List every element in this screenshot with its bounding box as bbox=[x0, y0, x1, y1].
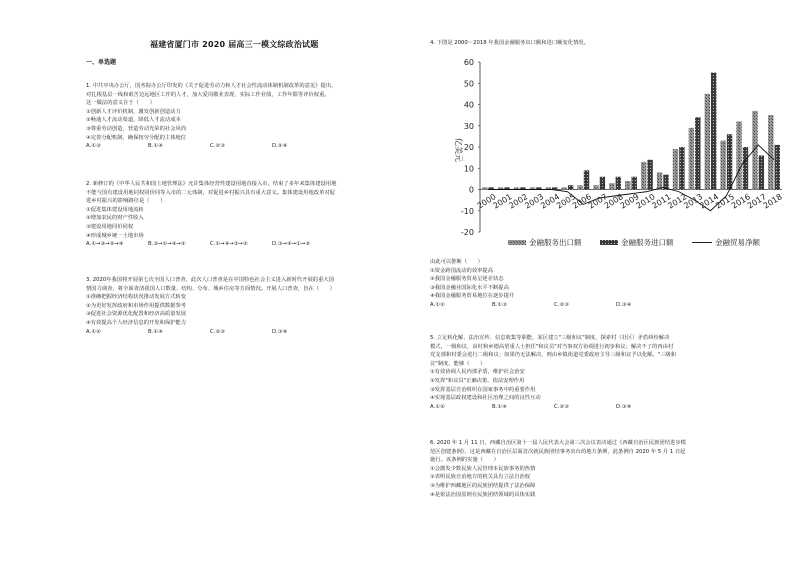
q5-line: ③发挥基层自治组织在国家事务中的重要作用 bbox=[430, 386, 536, 393]
q5-line: ②发挥"和议员"正确决策、依法安理作用 bbox=[430, 377, 525, 384]
bar-export bbox=[577, 185, 582, 189]
bar-import bbox=[679, 147, 684, 190]
q3-line: ③促进社会资源优化配置和经济高质量发展 bbox=[86, 311, 187, 318]
y-axis-label: 亿美元 bbox=[454, 138, 463, 162]
y-tick-label: 30 bbox=[463, 121, 474, 131]
q1-line: ④完善分配机制，确保按劳分配的主体地位 bbox=[86, 134, 187, 141]
q4-options bbox=[430, 301, 678, 310]
y-tick-label: -20 bbox=[460, 228, 474, 237]
bar-import bbox=[647, 160, 652, 190]
question-4-body bbox=[430, 258, 678, 310]
y-tick-label: 50 bbox=[463, 79, 474, 89]
q5-option-a[interactable]: A.①② bbox=[430, 403, 445, 410]
q6-line: 范区创建条例》，这是西藏在自治区层面首次就民族团结事务出台的地方条例，此条例自 2020 年 5 月 1 日起 bbox=[430, 448, 686, 455]
q4-line: ③我国金融业国际化水平不断提高 bbox=[430, 284, 509, 291]
q5-line: ①有效协调人民内部矛盾，维护社会治安 bbox=[430, 369, 525, 376]
bar-export bbox=[673, 149, 678, 189]
q3-option-b[interactable]: B.①④ bbox=[148, 328, 163, 335]
q6-line: ②表明民族自治地方的机关具有立法自治权 bbox=[430, 474, 531, 481]
question-2 bbox=[86, 180, 336, 249]
x-tick-label: 2006 bbox=[570, 192, 594, 211]
q5-option-b[interactable]: B.①④ bbox=[492, 403, 507, 410]
q2-line: ①促进集体建设用地流转 bbox=[86, 206, 144, 213]
question-5 bbox=[430, 334, 678, 411]
q4-intro: 4. 下图是 2000～2018 年我国金融服务出口额和进口额变化情况。 bbox=[430, 40, 589, 46]
q4-line: ②我国金融服务贸易呈逆差状态 bbox=[430, 276, 504, 283]
bar-export bbox=[593, 185, 598, 189]
x-tick-label: 2004 bbox=[539, 192, 562, 211]
bar-import bbox=[632, 177, 637, 190]
bar-export bbox=[720, 141, 725, 190]
question-3 bbox=[86, 276, 335, 336]
legend-import: 金融服务进口额 bbox=[621, 238, 674, 247]
question-4-intro bbox=[430, 39, 589, 48]
q1-line: ①创新人才评价机制，激发创新创造活力 bbox=[86, 108, 181, 115]
q1-line: 1. 中共中央办公厅，国务院办公厅印发的《关于促进劳动力和人才社会性流动体制机制改革的意见》提出， bbox=[86, 83, 337, 89]
x-tick-label: 2014 bbox=[698, 192, 721, 211]
x-tick-label: 2001 bbox=[491, 192, 514, 211]
q4-line: ①资金跨国流动的效率提高 bbox=[430, 267, 494, 274]
x-tick-label: 2015 bbox=[714, 192, 737, 211]
q6-line: ③为维护西藏地区的民族团结提供了法治保障 bbox=[430, 482, 536, 489]
q4-option-c[interactable]: C.②③ bbox=[554, 301, 569, 308]
bar-export bbox=[657, 173, 662, 190]
q1-option-a[interactable]: A.①③ bbox=[86, 143, 101, 150]
legend-export: 金融服务出口额 bbox=[529, 238, 582, 247]
section-heading: 一、单选题 bbox=[86, 59, 117, 66]
q1-option-d[interactable]: D.②④ bbox=[272, 143, 288, 150]
q4-line: ④我国金融服务贸易地位在逐步提升 bbox=[430, 293, 515, 300]
y-tick-label: 10 bbox=[463, 164, 474, 174]
x-tick-label: 2002 bbox=[507, 192, 530, 211]
q3-options bbox=[86, 328, 335, 337]
bar-export bbox=[609, 183, 614, 189]
q4-option-a[interactable]: A.①② bbox=[430, 301, 445, 308]
q5-option-c[interactable]: C.②③ bbox=[554, 403, 569, 410]
bar-export bbox=[705, 94, 710, 190]
q1-line: 这一做法的意义在于（ ） bbox=[86, 100, 155, 107]
q5-line: 5. 立足转化解、法治宣传、信息收集等职能，某区建立"三级和议"制度，探索村（社区）矛盾纠纷解决 bbox=[430, 335, 670, 341]
q5-options bbox=[430, 403, 678, 412]
q2-line: 进乡村振兴的影响路径是（ ） bbox=[86, 198, 166, 205]
q1-line: 对扎根基层一线和艰苦边远地区工作的人才，加大爱岗敬业表现、实际工作业绩，工作年限等评价权重。 bbox=[86, 91, 330, 98]
x-tick-label: 2007 bbox=[586, 192, 609, 211]
q5-line: 模式，一级和议，由村和乡德高望重人士担任"和议员"对当事双方协调进行初步和议；解决不了的再由村 bbox=[430, 343, 674, 350]
bar-import bbox=[759, 156, 764, 190]
finance-service-chart bbox=[430, 50, 790, 255]
bar-import bbox=[552, 187, 557, 189]
q5-option-d[interactable]: D.③④ bbox=[616, 403, 632, 410]
x-tick-label: 2003 bbox=[523, 192, 546, 211]
x-tick-label: 2016 bbox=[729, 192, 752, 211]
q2-options bbox=[86, 240, 336, 249]
q3-line: ④有效提高个人经济信息的开发和保护能力 bbox=[86, 319, 187, 326]
x-tick-label: 2008 bbox=[602, 192, 625, 211]
q4-option-d[interactable]: D.③④ bbox=[616, 301, 632, 308]
q1-line: ②畅通人才流动渠道，降低人才流动成本 bbox=[86, 117, 181, 124]
q2-line: 不能与国有建设用地同权同价同等入市的二元体制，对促进乡村振兴具有重大意义。集体建设用地改革对促 bbox=[86, 189, 335, 196]
q2-line: ③建设用地同价同权 bbox=[86, 223, 134, 230]
q1-option-b[interactable]: B.①④ bbox=[148, 143, 163, 150]
q6-line: 施行。该条例的实施（ ） bbox=[430, 457, 499, 464]
q3-option-d[interactable]: D.③④ bbox=[272, 328, 288, 335]
y-tick-label: 60 bbox=[463, 58, 474, 67]
q5-line: ④实现基层政权建设和社区治理之间的良性互动 bbox=[430, 395, 541, 402]
bar-export bbox=[736, 122, 741, 190]
x-tick-label: 2009 bbox=[618, 192, 641, 211]
bar-export bbox=[482, 187, 487, 189]
bar-import bbox=[711, 73, 716, 190]
legend-net: 金融贸易净额 bbox=[715, 238, 760, 247]
x-tick-label: 2010 bbox=[634, 192, 657, 211]
q2-option-d[interactable]: D.③→④→①→② bbox=[272, 241, 311, 248]
q6-line: 6. 2020 年 1 月 11 日，西藏自治区第十一届人民代表大会第三次会议表决通过《西藏自治区民族团结进步模 bbox=[430, 440, 686, 446]
bar-import bbox=[600, 177, 605, 190]
y-tick-label: -10 bbox=[460, 206, 474, 216]
q2-option-c[interactable]: C.①→④→③→② bbox=[210, 241, 248, 248]
q2-option-a[interactable]: A.①→③→②→④ bbox=[86, 241, 124, 248]
q3-line: 情国力调查，将全面查清我国人口数量、结构、分布、城乡住房等方面情况。开展人口普查，旨在（ ） bbox=[86, 285, 335, 292]
q2-option-b[interactable]: B.③→①→④→② bbox=[148, 241, 186, 248]
legend-swatch-import bbox=[600, 240, 618, 245]
x-tick-label: 2017 bbox=[745, 192, 768, 211]
q3-line: ①准确把握经济结构状况推动发展方式转变 bbox=[86, 294, 187, 301]
bar-import bbox=[727, 134, 732, 189]
q3-option-c[interactable]: C.②③ bbox=[210, 328, 225, 335]
q3-option-a[interactable]: A.①② bbox=[86, 328, 101, 335]
q1-option-c[interactable]: C.②③ bbox=[210, 143, 225, 150]
q4-line: 由此可以推断（ ） bbox=[430, 259, 483, 265]
q4-option-b[interactable]: B.①③ bbox=[492, 301, 507, 308]
bar-export bbox=[625, 181, 630, 190]
x-tick-label: 2011 bbox=[650, 192, 673, 211]
q2-line: 2. 新修订的《中华人民共和国土地管理法》允许集体经营性建设用地直接入市，结束了多年来集体建设用地 bbox=[86, 181, 337, 187]
bar-export bbox=[641, 162, 646, 190]
q6-line: ④是依法治国原则在民族团结领域的具体实践 bbox=[430, 491, 536, 498]
q1-line: ③尊重劳动创造，营造劳动光荣的社会风尚 bbox=[86, 125, 187, 132]
bar-import bbox=[584, 170, 589, 189]
bar-import bbox=[743, 147, 748, 190]
q3-line: ②为更好发挥政府和市场作用提供数据参考 bbox=[86, 302, 187, 309]
bar-export bbox=[689, 128, 694, 190]
bar-import bbox=[695, 117, 700, 189]
q2-line: ②增加农民的财产性收入 bbox=[86, 215, 144, 222]
bar-export bbox=[752, 111, 757, 190]
question-6 bbox=[430, 439, 686, 499]
legend-swatch-export bbox=[508, 240, 526, 245]
q5-line: 党支部和村委会进行二级和议；如果仍无法解决，则由乡镇街道党委政府主导三级和议予以化解。"三级和 bbox=[430, 352, 677, 359]
bar-export bbox=[768, 115, 773, 189]
bar-import bbox=[616, 177, 621, 190]
y-tick-label: 0 bbox=[468, 185, 474, 195]
y-tick-label: 20 bbox=[463, 143, 474, 152]
bar-import bbox=[775, 145, 780, 190]
q2-line: ④形成城乡统一土地市场 bbox=[86, 232, 144, 239]
page-title: 福建省厦门市 2020 届高三一模文综政治试题 bbox=[150, 40, 319, 49]
q5-line: 议"制度，能够（ ） bbox=[430, 360, 486, 367]
question-1 bbox=[86, 82, 336, 151]
bar-import bbox=[568, 185, 573, 189]
bar-export bbox=[562, 187, 567, 189]
q1-options bbox=[86, 142, 336, 151]
y-tick-label: 40 bbox=[463, 100, 474, 110]
x-tick-label: 2018 bbox=[761, 192, 784, 211]
x-tick-label: 2005 bbox=[555, 192, 578, 211]
q3-line: 3. 2020年我国将开展第七次全国人口普查，此次人口普查是在中国特色社会主义进入新时代开展的重大国 bbox=[86, 277, 334, 283]
x-tick-label: 2000 bbox=[475, 192, 498, 211]
q6-line: ①会激发少数民族人民管理本民族事务的热情 bbox=[430, 465, 536, 472]
x-tick-label: 2013 bbox=[682, 192, 705, 211]
x-tick-label: 2012 bbox=[666, 192, 689, 211]
